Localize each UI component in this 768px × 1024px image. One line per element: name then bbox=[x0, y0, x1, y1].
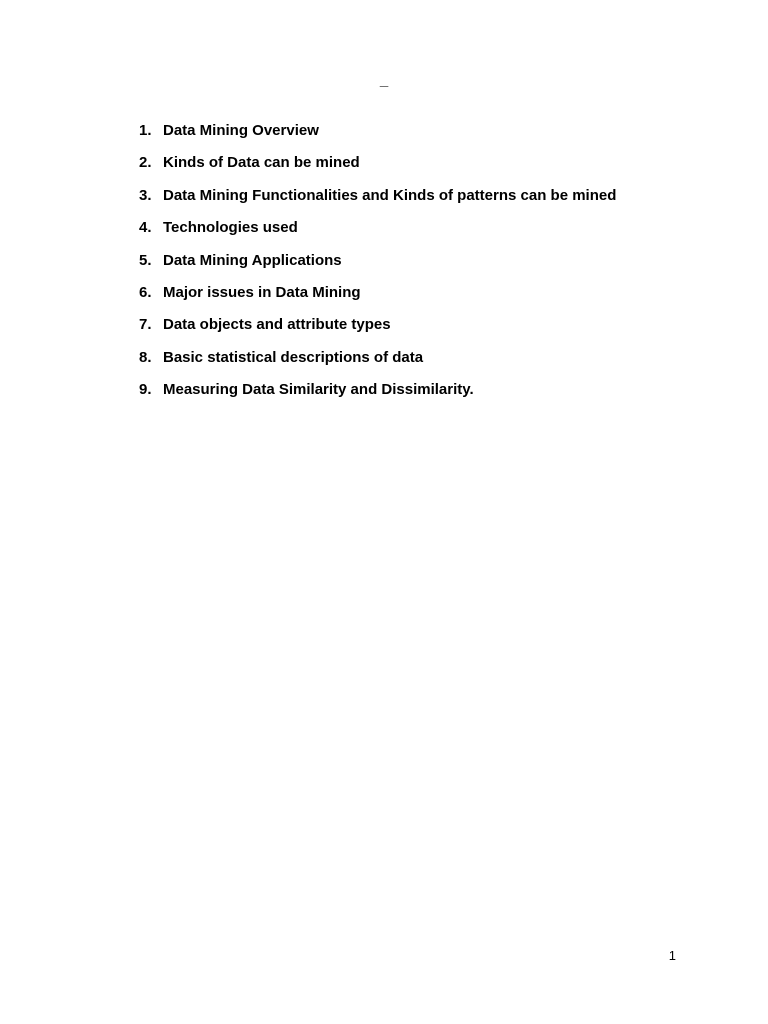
list-item-text: Data Mining Functionalities and Kinds of patterns can be mined bbox=[163, 186, 617, 204]
list-item-text: Measuring Data Similarity and Dissimilarity. bbox=[163, 381, 474, 399]
list-item-number: 4. bbox=[139, 219, 152, 237]
list-item bbox=[139, 218, 616, 250]
list-item bbox=[139, 153, 616, 185]
list-item bbox=[139, 348, 616, 380]
list-item-number: 5. bbox=[139, 251, 152, 269]
list-item-number: 1. bbox=[139, 122, 152, 139]
list-item-number: 6. bbox=[139, 283, 152, 301]
list-item-text: Data Mining Overview bbox=[163, 122, 319, 139]
list-item-number: 7. bbox=[139, 316, 152, 334]
list-item-number: 9. bbox=[139, 381, 152, 399]
list-item bbox=[139, 315, 616, 347]
list-item-text: Data Mining Applications bbox=[163, 251, 342, 269]
list-item-text: Technologies used bbox=[163, 219, 298, 237]
list-item-text: Basic statistical descriptions of data bbox=[163, 348, 424, 366]
list-item bbox=[139, 186, 616, 218]
topic-list bbox=[139, 121, 616, 413]
header-mark: _ bbox=[379, 72, 389, 89]
list-item-number: 2. bbox=[139, 154, 152, 172]
list-item-number: 3. bbox=[139, 186, 152, 204]
page-number: 1 bbox=[668, 948, 676, 963]
list-item bbox=[139, 380, 616, 412]
list-item-text: Major issues in Data Mining bbox=[163, 283, 361, 301]
list-item bbox=[139, 283, 616, 315]
list-item-number: 8. bbox=[139, 348, 152, 366]
list-item bbox=[139, 251, 616, 283]
list-item-text: Kinds of Data can be mined bbox=[163, 154, 360, 172]
list-item-text: Data objects and attribute types bbox=[163, 316, 391, 334]
list-item bbox=[139, 121, 616, 153]
